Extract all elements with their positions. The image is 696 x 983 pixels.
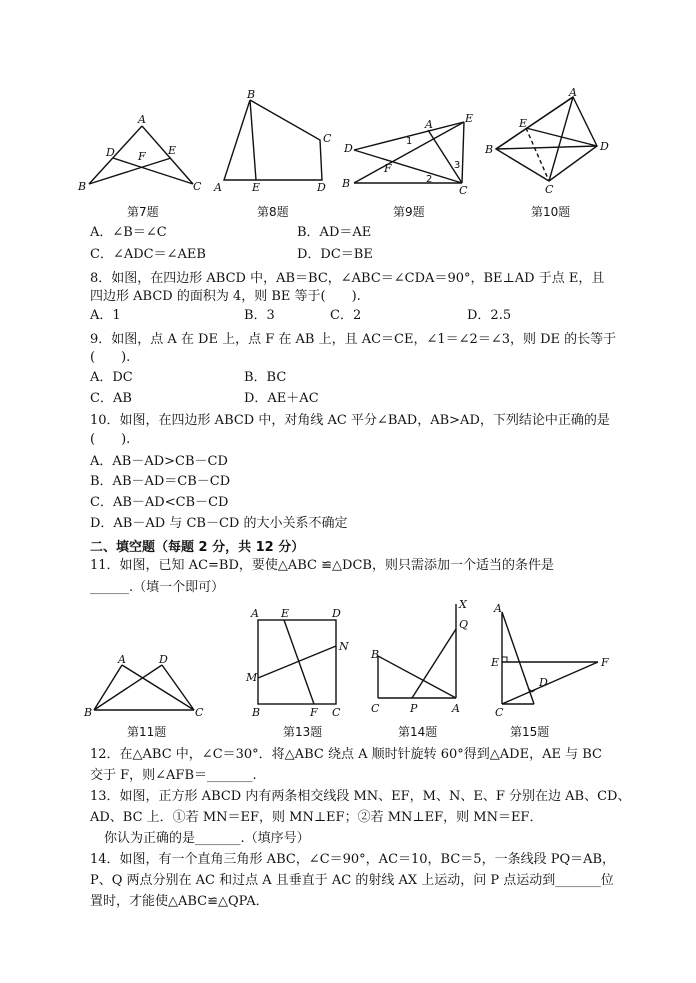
f15-label-d: D <box>539 676 548 689</box>
f11-label-c: C <box>195 706 204 719</box>
f8-caption: 第8题 <box>257 205 289 219</box>
f13-label-b: B <box>252 706 261 719</box>
f13-label-m: M <box>246 671 258 684</box>
f10-label-e: E <box>519 117 528 130</box>
f7-label-e: E <box>168 144 177 157</box>
q8-option-d: D．2.5 <box>467 308 512 323</box>
q13-stem-line-1: 13．如图，正方形 ABCD 内有两条相交线段 MN、EF，M、N、E、F 分别在边 AB、CD、 <box>90 789 631 804</box>
q9-stem-line-2: ( ). <box>90 350 131 365</box>
f10-label-a: A <box>569 86 577 99</box>
q9-stem-line-1: 9．如图，点 A 在 DE 上，点 F 在 AB 上，且 AC＝CE，∠1＝∠2＝∠3，则 DE 的长等于 <box>90 332 617 347</box>
f14-label-p: P <box>410 702 418 715</box>
f7-label-d: D <box>106 146 115 159</box>
q9-option-c: C．AB <box>90 391 132 406</box>
f10-label-c: C <box>545 183 554 196</box>
f7-label-b: B <box>78 180 87 193</box>
q14-stem-line-2: P、Q 两点分别在 AC 和过点 A 且垂直于 AC 的射线 AX 上运动，问 P 点运动到_______位 <box>90 873 614 888</box>
q13-stem-line-3: 你认为正确的是_______.（填序号） <box>104 831 310 846</box>
f7-label-a: A <box>138 113 146 126</box>
q8-option-c: C．2 <box>330 308 362 323</box>
f11-caption: 第11题 <box>127 725 167 739</box>
f14-label-a: A <box>452 702 460 715</box>
f13-caption: 第13题 <box>283 725 323 739</box>
q9-option-b: B．BC <box>244 370 287 385</box>
f10-label-b: B <box>485 143 494 156</box>
f15-label-e: E <box>491 656 500 669</box>
q7-option-c: C．∠ADC＝∠AEB <box>90 247 206 262</box>
figure-15 <box>486 600 616 718</box>
f9-angle-3: 3 <box>454 160 461 171</box>
f15-caption: 第15题 <box>510 725 550 739</box>
f7-label-c: C <box>193 180 202 193</box>
f8-label-a: A <box>214 181 222 194</box>
f13-label-d: D <box>332 607 341 620</box>
q8-option-a: A．1 <box>90 308 121 323</box>
f14-caption: 第14题 <box>398 725 438 739</box>
figure-7 <box>75 112 205 197</box>
q10-option-a: A．AB－AD>CB－CD <box>90 454 228 469</box>
q10-option-c: C．AB－AD<CB－CD <box>90 495 229 510</box>
f15-label-c: C <box>495 706 504 719</box>
f10-caption: 第10题 <box>531 205 571 219</box>
q7-option-b: B．AD＝AE <box>297 225 372 240</box>
f13-label-a: A <box>251 607 259 620</box>
f8-label-e: E <box>252 181 261 194</box>
f8-label-c: C <box>323 132 332 145</box>
section-2-heading: 二、填空题（每题 2 分，共 12 分） <box>90 540 305 555</box>
q7-option-d: D．DC＝BE <box>297 247 373 262</box>
figure-9 <box>340 112 480 197</box>
q8-stem-line-2: 四边形 ABCD 的面积为 4，则 BE 等于( ). <box>90 289 361 304</box>
f9-label-c: C <box>459 184 468 197</box>
q10-option-b: B．AB－AD＝CB－CD <box>90 474 231 489</box>
figure-13 <box>246 604 356 719</box>
f9-angle-2: 2 <box>426 174 433 185</box>
f15-label-f: F <box>601 656 609 669</box>
f9-caption: 第9题 <box>393 205 425 219</box>
f11-label-b: B <box>84 706 93 719</box>
q10-option-d: D．AB－AD 与 CB－CD 的大小关系不确定 <box>90 516 348 531</box>
q7-option-a: A．∠B＝∠C <box>90 225 167 240</box>
f14-label-q: Q <box>459 618 469 631</box>
f13-label-c: C <box>332 706 341 719</box>
figure-11 <box>80 650 210 720</box>
figure-10 <box>482 86 612 196</box>
q12-stem-line-1: 12．在△ABC 中，∠C＝30°．将△ABC 绕点 A 顺时针旋转 60°得到△ADE，AE 与 BC <box>90 747 602 762</box>
q14-stem-line-3: 置时，才能使△ABC≌△QPA． <box>90 894 269 909</box>
f9-label-f: F <box>384 162 392 175</box>
q9-option-a: A．DC <box>90 370 133 385</box>
f15-label-a: A <box>494 602 502 615</box>
q8-stem-line-1: 8．如图，在四边形 ABCD 中，AB＝BC，∠ABC＝∠CDA＝90°，BE⊥AD 于点 E，且 <box>90 271 605 286</box>
f9-label-d: D <box>344 142 353 155</box>
q10-stem-line-2: ( ). <box>90 432 131 447</box>
f7-label-f: F <box>138 150 146 163</box>
q9-option-d: D．AE＋AC <box>244 391 319 406</box>
figure-8 <box>210 90 340 195</box>
f9-angle-1: 1 <box>406 136 413 147</box>
f9-label-b: B <box>342 177 351 190</box>
f10-label-d: D <box>600 140 609 153</box>
f11-label-a: A <box>118 653 126 666</box>
f8-label-b: B <box>247 88 256 101</box>
q11-stem-line-1: 11．如图，已知 AC=BD，要使△ABC ≌△DCB，则只需添加一个适当的条件是 <box>90 558 554 573</box>
figure-14 <box>366 594 476 719</box>
f7-caption: 第7题 <box>127 205 159 219</box>
q13-stem-line-2: AD、BC 上．①若 MN＝EF，则 MN⊥EF；②若 MN⊥EF，则 MN＝EF． <box>90 810 543 825</box>
f14-label-x: X <box>459 598 467 611</box>
f14-label-c: C <box>371 702 380 715</box>
q14-stem-line-1: 14．如图，有一个直角三角形 ABC，∠C＝90°，AC＝10，BC＝5，一条线段 PQ＝AB， <box>90 852 616 867</box>
f13-label-e: E <box>281 607 290 620</box>
q8-option-b: B．3 <box>244 308 275 323</box>
q10-stem-line-1: 10．如图，在四边形 ABCD 中，对角线 AC 平分∠BAD，AB>AD，下列结论中正确的是 <box>90 413 610 428</box>
f14-label-b: B <box>371 648 380 661</box>
q11-stem-line-2: ______.（填一个即可） <box>90 580 225 595</box>
f11-label-d: D <box>159 653 168 666</box>
f13-label-f: F <box>310 706 318 719</box>
f8-label-d: D <box>317 181 326 194</box>
f9-label-e: E <box>465 112 474 125</box>
f9-label-a: A <box>425 118 433 131</box>
q12-stem-line-2: 交于 F，则∠AFB＝_______. <box>90 768 257 783</box>
f13-label-n: N <box>339 640 349 653</box>
